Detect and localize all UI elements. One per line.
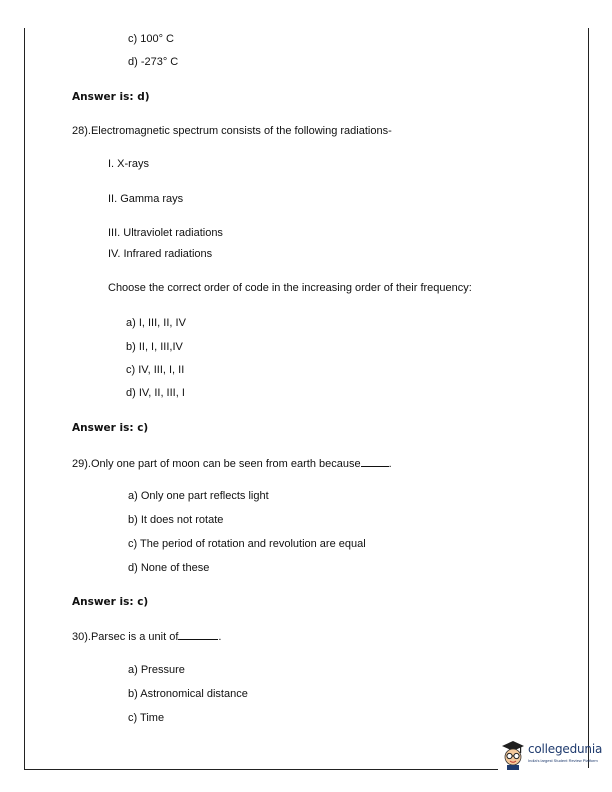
q27-option-c: c) 100° C [128,33,174,45]
q28-option-d: d) IV, II, III, I [126,387,185,399]
q28-answer: Answer is: c) [72,422,149,434]
q29-answer: Answer is: c) [72,596,149,608]
q28-item-2: II. Gamma rays [108,193,184,205]
q30-option-b: b) Astronomical distance [128,688,248,700]
q28-option-c: c) IV, III, I, II [126,364,185,376]
q28-item-4: IV. Infrared radiations [108,248,213,260]
q29-option-c: c) The period of rotation and revolution are equal [128,538,366,550]
q30-option-c: c) Time [128,712,165,724]
page-border-left [24,28,25,770]
q27-answer: Answer is: d) [72,91,150,103]
q29-question [72,456,392,471]
q29-question-text: 29).Only one part of moon can be seen from earth because [72,458,361,470]
q29-option-d: d) None of these [128,562,210,574]
q28-option-a: a) I, III, II, IV [126,317,186,329]
q28-question: 28).Electromagnetic spectrum consists of the following radiations- [72,125,392,137]
q29-option-b: b) It does not rotate [128,514,224,526]
q30-option-a: a) Pressure [128,664,185,676]
q28-item-1: I. X-rays [108,158,149,170]
page-border-right [588,28,589,768]
q27-option-d: d) -273° C [128,56,179,68]
q28-option-b: b) II, I, III,IV [126,341,183,353]
q30-blank [178,629,218,640]
q28-instruction: Choose the correct order of code in the increasing order of their frequency: [108,282,472,294]
mascot-icon [500,740,526,770]
page-border-bottom [24,769,498,770]
q29-option-a: a) Only one part reflects light [128,490,269,502]
collegedunia-logo [500,738,603,772]
q29-question-end: . [388,458,392,470]
q30-question [72,629,221,644]
brand-tagline: India's largest Student Review Platform [528,758,598,763]
q29-blank [361,456,389,467]
q28-item-3: III. Ultraviolet radiations [108,227,223,239]
brand-name: collegedunia [528,742,603,756]
q30-question-end: . [218,631,222,643]
q30-question-text: 30).Parsec is a unit of [72,631,179,643]
